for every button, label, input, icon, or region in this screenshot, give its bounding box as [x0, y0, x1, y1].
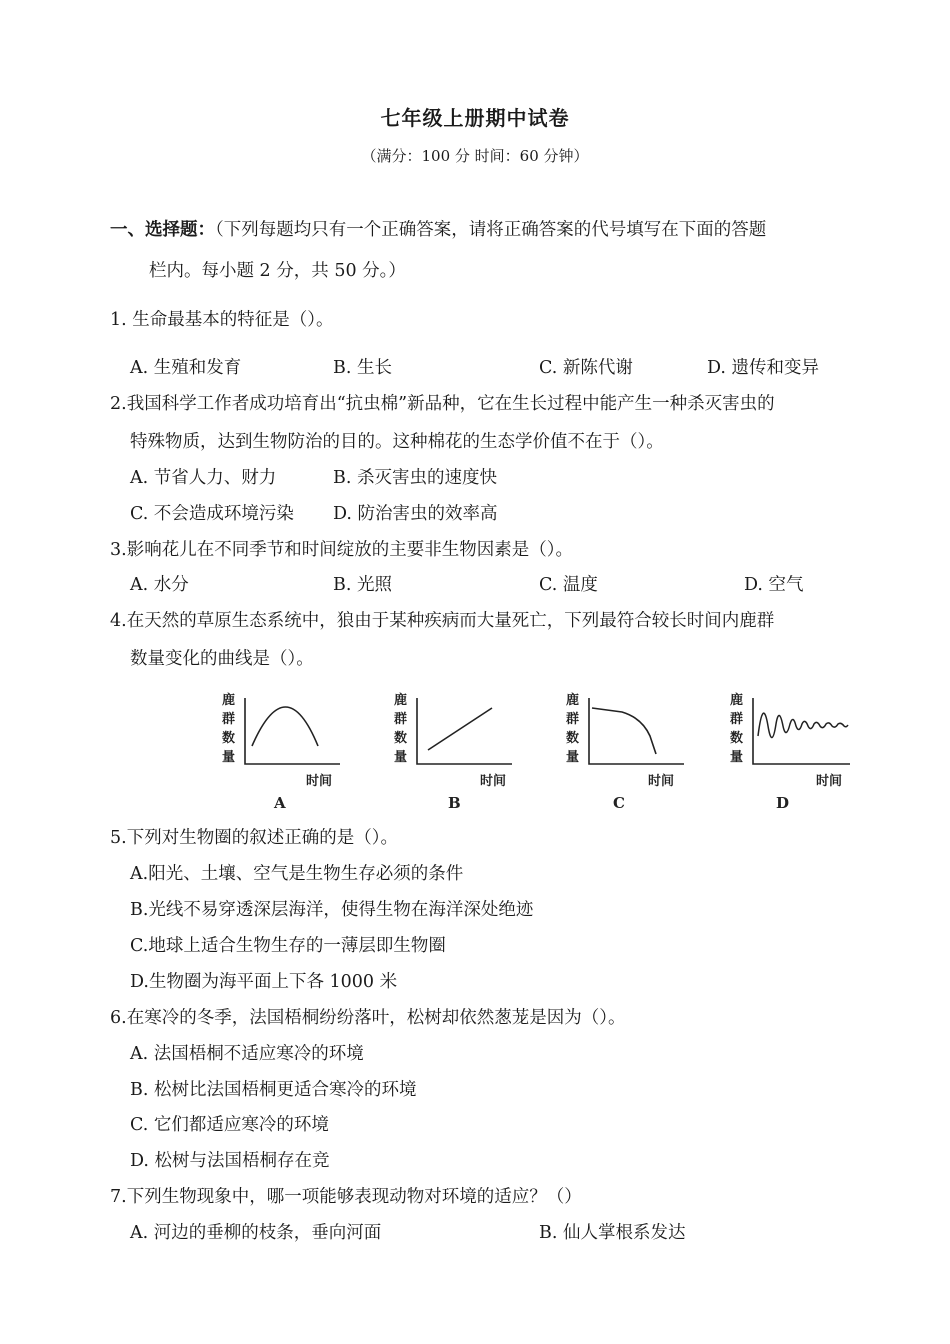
- graph-b-ylabel-1: 鹿: [394, 693, 408, 708]
- graph-c-ylabel-3: 数: [566, 731, 580, 746]
- graph-c-curve: [592, 708, 656, 754]
- q4-stem-2: 数量变化的曲线是（）。: [130, 649, 314, 669]
- q2-option-b: B. 杀灭害虫的速度快: [333, 468, 497, 488]
- graph-d-axes: [753, 698, 850, 764]
- q3-stem: 3.影响花儿在不同季节和时间绽放的主要非生物因素是（）。: [110, 540, 573, 560]
- graph-b-ylabel-4: 量: [394, 750, 408, 765]
- graph-a-ylabel-3: 数: [222, 731, 236, 746]
- q1-stem: 1. 生命最基本的特征是（）。: [110, 310, 334, 330]
- q1-option-c: C. 新陈代谢: [539, 358, 633, 378]
- graph-a-ylabel-2: 群: [222, 712, 236, 727]
- q5-option-a: A.阳光、土壤、空气是生物生存必须的条件: [130, 864, 464, 884]
- q7-stem: 7.下列生物现象中，哪一项能够表现动物对环境的适应？（）: [110, 1187, 582, 1207]
- graph-c-axes: [589, 698, 684, 764]
- q1-option-a: A. 生殖和发育: [130, 358, 242, 378]
- q5-option-b: B.光线不易穿透深层海洋，使得生物在海洋深处绝迹: [130, 900, 534, 920]
- q2-stem-1: 2.我国科学工作者成功培育出“抗虫棉”新品种，它在生长过程中能产生一种杀灭害虫的: [110, 394, 775, 414]
- q3-option-a: A. 水分: [130, 575, 189, 595]
- graph-d-ylabel-4: 量: [730, 750, 744, 765]
- q6-stem: 6.在寒冷的冬季，法国梧桐纷纷落叶，松树却依然葱茏是因为（）。: [110, 1008, 626, 1028]
- q6-option-a: A. 法国梧桐不适应寒冷的环境: [130, 1044, 364, 1064]
- q4-stem-1: 4.在天然的草原生态系统中，狼由于某种疾病而大量死亡，下列最符合较长时间内鹿群: [110, 611, 775, 631]
- graph-b-axes: [417, 698, 512, 764]
- graph-a-ylabel-1: 鹿: [222, 693, 236, 708]
- graph-b: [394, 692, 512, 812]
- section1-label: 一、选择题：: [110, 220, 215, 240]
- q5-option-d: D.生物圈为海平面上下各 1000 米: [130, 972, 398, 992]
- graph-a-curve: [252, 707, 318, 746]
- graph-b-ylabel-2: 群: [394, 712, 408, 727]
- q6-option-d: D. 松树与法国梧桐存在竞: [130, 1151, 330, 1171]
- graph-d-curve: [758, 713, 848, 737]
- graph-c-ylabel-4: 量: [566, 750, 580, 765]
- graph-c-xlabel: 时间: [648, 774, 675, 789]
- exam-subtitle: （满分：100 分 时间：60 分钟）: [361, 147, 589, 165]
- section1-instruction-2: 栏内。每小题 2 分，共 50 分。）: [149, 261, 406, 281]
- q1-option-b: B. 生长: [333, 358, 392, 378]
- graph-d-caption: D: [776, 794, 790, 812]
- q3-option-d: D. 空气: [744, 575, 804, 595]
- graph-b-xlabel: 时间: [480, 774, 507, 789]
- q2-option-d: D. 防治害虫的效率高: [333, 504, 498, 524]
- graph-c-ylabel-2: 群: [566, 712, 580, 727]
- graph-d: [730, 692, 850, 812]
- graph-a: [222, 692, 340, 812]
- graph-d-xlabel: 时间: [816, 774, 843, 789]
- graph-a-ylabel-4: 量: [222, 750, 236, 765]
- q3-option-b: B. 光照: [333, 575, 392, 595]
- q2-option-a: A. 节省人力、财力: [130, 468, 277, 488]
- graph-d-ylabel-2: 群: [730, 712, 744, 727]
- q6-option-c: C. 它们都适应寒冷的环境: [130, 1115, 329, 1135]
- q5-option-c: C.地球上适合生物生存的一薄层即生物圈: [130, 936, 446, 956]
- graph-a-caption: A: [274, 794, 286, 812]
- q7-option-a: A. 河边的垂柳的枝条，垂向河面: [130, 1223, 382, 1243]
- graph-b-curve: [428, 708, 492, 750]
- q3-option-c: C. 温度: [539, 575, 598, 595]
- section1-heading: [110, 216, 766, 241]
- q2-stem-2: 特殊物质，达到生物防治的目的。这种棉花的生态学价值不在于（）。: [130, 432, 664, 452]
- exam-title: 七年级上册期中试卷: [380, 106, 570, 130]
- graph-c: [566, 692, 684, 812]
- graph-b-caption: B: [448, 794, 461, 812]
- graph-a-xlabel: 时间: [306, 774, 333, 789]
- section1-instruction-1: （下列每题均只有一个正确答案，请将正确答案的代号填写在下面的答题: [215, 220, 767, 240]
- graph-d-ylabel-1: 鹿: [730, 693, 744, 708]
- q5-stem: 5.下列对生物圈的叙述正确的是（）。: [110, 828, 398, 848]
- graph-c-caption: C: [613, 794, 625, 812]
- graph-b-ylabel-3: 数: [394, 731, 408, 746]
- q1-option-d: D. 遗传和变异: [707, 358, 820, 378]
- graph-c-ylabel-1: 鹿: [566, 693, 580, 708]
- graph-d-ylabel-3: 数: [730, 731, 744, 746]
- q4-graphs: [210, 688, 870, 816]
- q6-option-b: B. 松树比法国梧桐更适合寒冷的环境: [130, 1080, 417, 1100]
- q2-option-c: C. 不会造成环境污染: [130, 504, 294, 524]
- q7-option-b: B. 仙人掌根系发达: [539, 1223, 686, 1243]
